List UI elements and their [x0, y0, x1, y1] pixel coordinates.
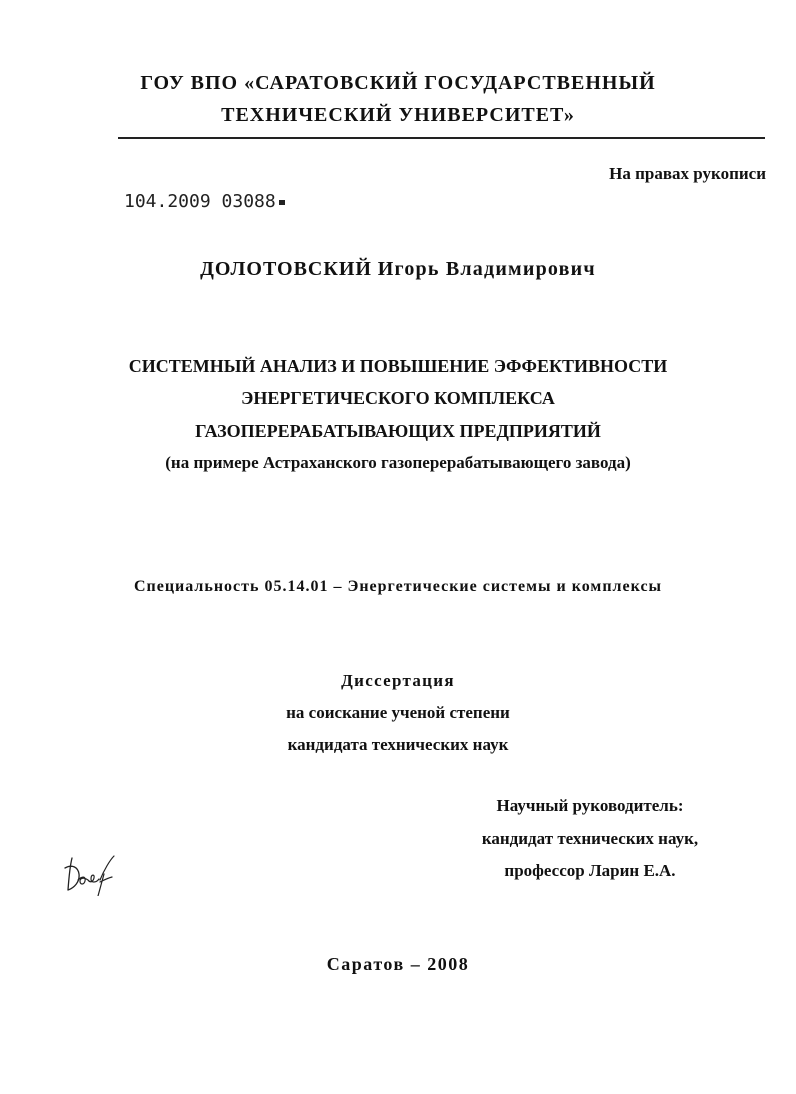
- author-given-names: Игорь Владимирович: [377, 258, 596, 280]
- stamp-mark: [279, 200, 285, 205]
- dissertation-field-line: кандидата технических наук: [287, 735, 509, 754]
- handwritten-signature: [60, 852, 120, 896]
- header-divider: [118, 137, 765, 139]
- manuscript-note: На правах рукописи: [609, 164, 766, 183]
- title-line-3: ГАЗОПЕРЕРАБАТЫВАЮЩИХ ПРЕДПРИЯТИЙ: [195, 421, 601, 441]
- author-name: [0, 258, 796, 281]
- specialty: Специальность 05.14.01 – Энергетические системы и комплексы: [133, 578, 663, 595]
- title-line-1: СИСТЕМНЫЙ АНАЛИЗ И ПОВЫШЕНИЕ ЭФФЕКТИВНОСТИ: [128, 356, 668, 376]
- title-subtitle: (на примере Астраханского газоперерабатывающего завода): [165, 453, 631, 472]
- header-line-1: ГОУ ВПО «САРАТОВСКИЙ ГОСУДАРСТВЕННЫЙ: [140, 72, 656, 94]
- advisor-label: Научный руководитель:: [496, 796, 684, 815]
- registration-stamp: [124, 191, 285, 212]
- dissertation-title: Диссертация: [341, 671, 455, 690]
- advisor-name: профессор Ларин Е.А.: [504, 861, 676, 880]
- author-surname: ДОЛОТОВСКИЙ: [200, 258, 372, 280]
- dissertation-degree-line: на соискание ученой степени: [286, 703, 510, 722]
- title-line-2: ЭНЕРГЕТИЧЕСКОГО КОМПЛЕКСА: [241, 388, 555, 408]
- city-year: Саратов – 2008: [326, 954, 470, 974]
- header-line-2: ТЕХНИЧЕСКИЙ УНИВЕРСИТЕТ»: [221, 104, 575, 126]
- stamp-number: 104.2009 03088: [124, 191, 276, 212]
- advisor-degree: кандидат технических наук,: [481, 829, 699, 848]
